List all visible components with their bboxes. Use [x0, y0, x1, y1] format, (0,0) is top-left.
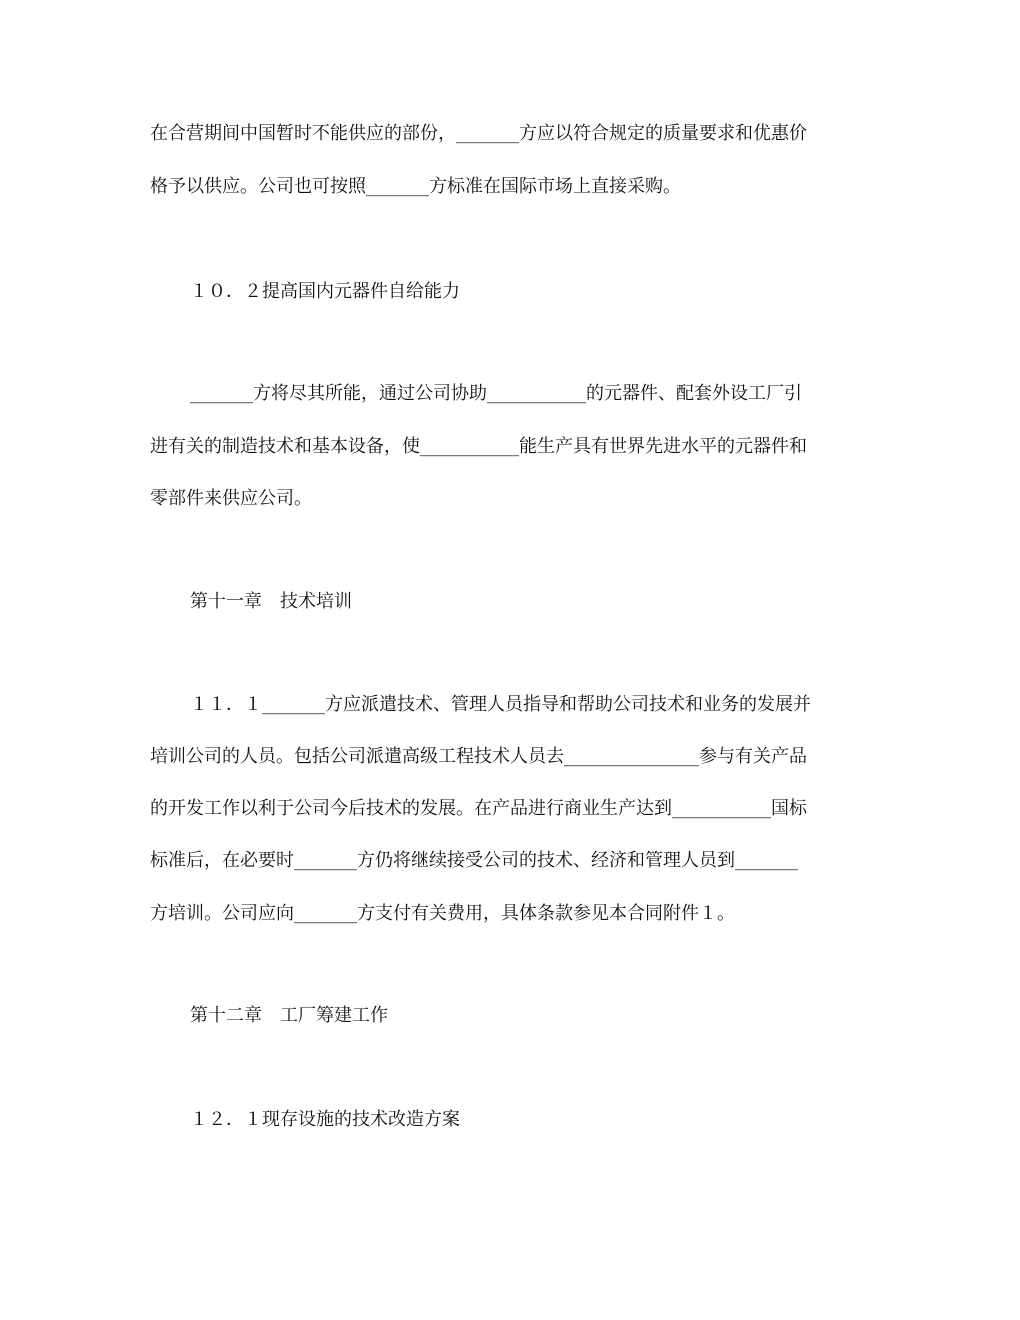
paragraph-line: 方培训。公司应向_______方支付有关费用，具体条款参见本合同附件１。: [150, 903, 735, 924]
paragraph-line: 标准后，在必要时_______方仍将继续接受公司的技术、经济和管理人员到_______: [150, 850, 798, 871]
paragraph-line: 零部件来供应公司。: [150, 488, 312, 509]
paragraph-line: 在合营期间中国暂时不能供应的部份，_______方应以符合规定的质量要求和优惠价: [150, 123, 807, 144]
section-heading-10-2: １０．２提高国内元器件自给能力: [190, 281, 460, 302]
paragraph-line: 格予以供应。公司也可按照_______方标准在国际市场上直接采购。: [150, 176, 681, 197]
chapter-heading-11: 第十一章 技术培训: [190, 591, 352, 612]
section-heading-12-1: １２．１现存设施的技术改造方案: [190, 1109, 460, 1130]
paragraph-line: 进有关的制造技术和基本设备，使___________能生产具有世界先进水平的元器件和: [150, 436, 807, 457]
paragraph-line: １１．１_______方应派遣技术、管理人员指导和帮助公司技术和业务的发展并: [190, 694, 811, 715]
paragraph-line: 培训公司的人员。包括公司派遣高级工程技术人员去_______________参与有关产品: [150, 746, 807, 767]
paragraph-line: 的开发工作以利于公司今后技术的发展。在产品进行商业生产达到___________国标: [150, 798, 807, 819]
paragraph-line: _______方将尽其所能，通过公司协助___________的元器件、配套外设工厂引: [190, 383, 802, 404]
chapter-heading-12: 第十二章 工厂筹建工作: [190, 1005, 388, 1026]
